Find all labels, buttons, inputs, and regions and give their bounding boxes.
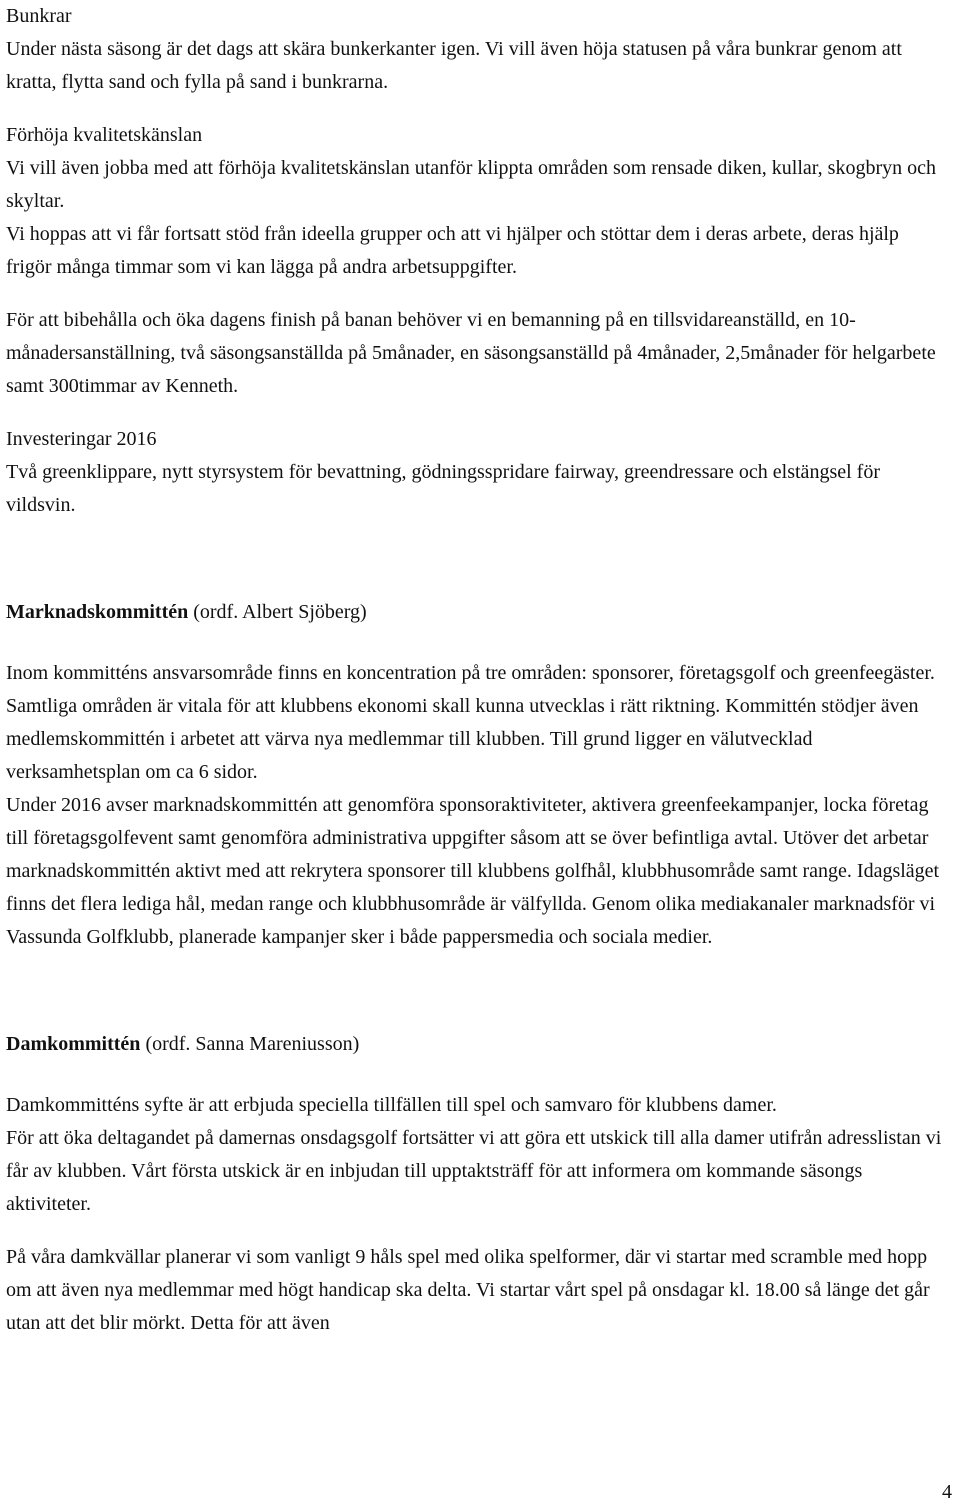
heading-damkommitten-ordf: (ordf. Sanna Mareniusson) [140, 1033, 360, 1055]
heading-investeringar: Investeringar 2016 [6, 428, 157, 450]
heading-kvalitet: Förhöja kvalitetskänslan [6, 124, 203, 146]
page-number: 4 [942, 1481, 952, 1503]
paragraph-bemanning: För att bibehålla och öka dagens finish på banan behöver vi en bemanning på en tillsvidareanställd, en 10-månadersanställning, två säsongsanställda på 5månader, en säsongsanställd på 4månader, 2,5månader för helgarbete samt 300timmar av Kenneth. [6, 309, 936, 397]
heading-damkommitten-bold: Damkommittén [6, 1033, 141, 1055]
paragraph-kvalitet-1: Vi vill även jobba med att förhöja kvalitetskänslan utanför klippta områden som rensade diken, kullar, skogbryn och skyltar. [6, 157, 936, 212]
heading-marknadskommitten-bold: Marknadskommittén [6, 601, 189, 623]
heading-bunkrar: Bunkrar [6, 5, 72, 27]
document-page [6, 0, 946, 1340]
heading-marknadskommitten [6, 596, 946, 629]
paragraph-dam-2: För att öka deltagandet på damernas onsdagsgolf fortsätter vi att göra ett utskick till alla damer utifrån adresslistan vi får av klubben. Vårt första utskick är en inbjudan till upptaktsträff för att informera om kommande säsongs aktiviteter. [6, 1127, 942, 1215]
paragraph-dam-1: Damkommitténs syfte är att erbjuda speciella tillfällen till spel och samvaro för klubbens damer. [6, 1094, 777, 1116]
paragraph-investeringar: Två greenklippare, nytt styrsystem för bevattning, gödningsspridare fairway, greendressare och elstängsel för vildsvin. [6, 461, 880, 516]
heading-marknadskommitten-ordf: (ordf. Albert Sjöberg) [188, 601, 367, 623]
paragraph-dam-3: På våra damkvällar planerar vi som vanligt 9 håls spel med olika spelformer, där vi startar med scramble med hopp om att även nya medlemmar med högt handicap ska delta. Vi startar vårt spel på onsdagar kl. 18.00 så länge det går utan att det blir mörkt. Detta för att även [6, 1246, 930, 1334]
heading-damkommitten [6, 1028, 946, 1061]
paragraph-bunkrar: Under nästa säsong är det dags att skära bunkerkanter igen. Vi vill även höja statusen på våra bunkrar genom att kratta, flytta sand och fylla på sand i bunkrarna. [6, 38, 902, 93]
paragraph-marknad-2: Under 2016 avser marknadskommittén att genomföra sponsoraktiviteter, aktivera greenfeekampanjer, locka företag till företagsgolfevent samt genomföra administrativa uppgifter såsom att se över befintliga avtal. Utöver det arbetar marknadskommittén aktivt med att rekrytera sponsorer till klubbens golfhål, klubbhusområde samt range. Idagsläget finns det flera lediga hål, medan range och klubbhusområde är välfyllda. Genom olika mediakanaler marknadsför vi Vassunda Golfklubb, planerade kampanjer sker i både pappersmedia och sociala medier. [6, 794, 940, 948]
paragraph-kvalitet-2: Vi hoppas att vi får fortsatt stöd från ideella grupper och att vi hjälper och stöttar dem i deras arbete, deras hjälp frigör många timmar som vi kan lägga på andra arbetsuppgifter. [6, 223, 899, 278]
paragraph-marknad-1: Inom kommitténs ansvarsområde finns en koncentration på tre områden: sponsorer, företagsgolf och greenfeegäster. Samtliga områden är vitala för att klubbens ekonomi skall kunna utvecklas i rätt riktning. Kommittén stödjer även medlemskommittén i arbetet att värva nya medlemmar till klubben. Till grund ligger en välutvecklad verksamhetsplan om ca 6 sidor. [6, 662, 935, 783]
